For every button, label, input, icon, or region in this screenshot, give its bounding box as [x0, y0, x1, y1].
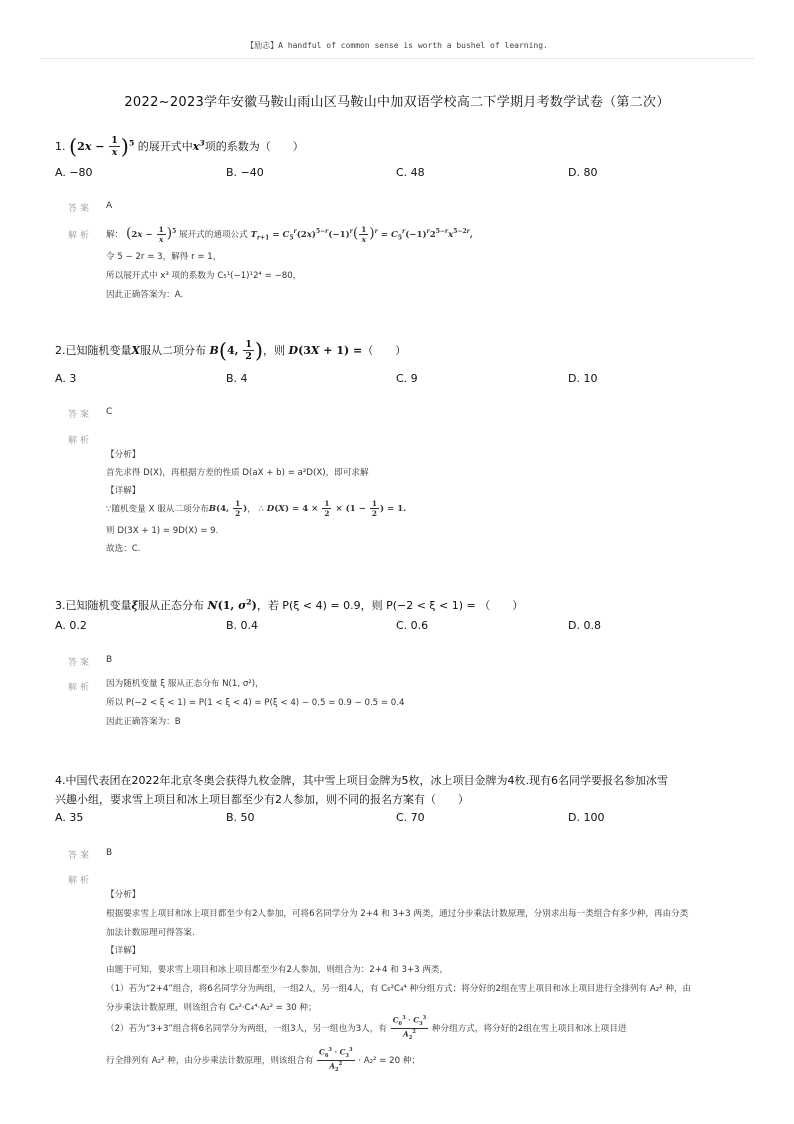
solution-line: 由题干可知，要求雪上项目和冰上项目都至少有2人参加，则组合为：2+4 和 3+3 两类，: [106, 965, 449, 975]
option-b[interactable]: B. 0.4: [226, 619, 259, 632]
math-expr: ξ: [131, 599, 139, 612]
math-expr: (2x − $\frac{1}{x}$ )$^5$: [69, 134, 135, 159]
solution-line: 所以 P(−2 < ξ < 1) = P(1 < ξ < 4) = P(ξ < 4) − 0.5 = 0.9 − 0.5 = 0.4: [106, 698, 405, 708]
solution-text: （2）若为“3+3”组合将6名同学分为两组，一组3人，另一组也为3人，有: [106, 1024, 387, 1034]
solution-text: ∴: [258, 504, 265, 515]
question-number: 1.: [55, 139, 66, 153]
answer-value: C: [106, 407, 113, 417]
question-3: [55, 597, 523, 613]
option-c[interactable]: C. 9: [396, 372, 418, 385]
math-expr: D(X) = 4 × $\frac{1}{2}$ × (1 − $\frac{1}{2}$ ) = 1.: [266, 499, 407, 519]
analysis-label: 解析: [68, 876, 93, 886]
solution-line: 【详解】: [106, 946, 141, 956]
option-a[interactable]: A. −80: [55, 166, 93, 179]
question-4: [55, 771, 677, 809]
answer-label: 答案: [68, 658, 93, 668]
page-title: 2022~2023学年安徽马鞍山雨山区马鞍山中加双语学校高二下学期月考数学试卷（第二次）: [124, 95, 670, 110]
question-text: （ ）: [362, 343, 407, 357]
question-text: 服从二项分布: [140, 343, 207, 357]
question-text: ，若 P(ξ < 4) = 0.9，则 P(−2 < ξ < 1) = （ ）: [256, 599, 524, 612]
solution-text: · A₂² = 20 种；: [358, 1056, 421, 1066]
solution-line: 因为随机变量 ξ 服从正态分布 N(1, σ²)，: [106, 679, 264, 689]
solution-text: 种分组方式，将分好的2组在雪上项目和冰上项目进: [431, 1024, 627, 1034]
question-text: ，则: [263, 343, 286, 357]
solution-line: 令 5 − 2r = 3，解得 r = 1，: [106, 252, 222, 262]
math-expr: $x^3$: [192, 138, 205, 153]
option-c[interactable]: C. 0.6: [396, 619, 429, 632]
answer-label: 答案: [68, 204, 93, 214]
option-b[interactable]: B. 4: [226, 372, 248, 385]
option-a[interactable]: A. 35: [55, 811, 84, 824]
solution-line: [106, 1016, 626, 1041]
question-1: [55, 136, 304, 158]
option-a[interactable]: A. 0.2: [55, 619, 87, 632]
solution-line: 首先求得 D(X)，再根据方差的性质 D(aX + b) = a²D(X)，即可求解: [106, 468, 369, 478]
math-expr: B(4, $\frac{1}{2}$ ): [209, 338, 264, 363]
solution-line: （1）若为“2+4”组合，将6名同学分为两组，一组2人，另一组4人，有 C₆²C₄⁴ 种分组方式；将分好的2组在雪上项目和冰上项目进行全排列有 A₂² 种，由分步乘法计数原理，则该组合有 C₆²·C₄⁴·A₂² = 30 种；: [106, 984, 692, 1013]
solution-line: [106, 1048, 420, 1073]
solution-line: 因此正确答案为：A.: [106, 290, 184, 300]
solution-line: 【分析】: [106, 890, 141, 900]
option-b[interactable]: B. −40: [226, 166, 264, 179]
option-a[interactable]: A. 3: [55, 372, 77, 385]
answer-value: A: [106, 201, 113, 211]
question-number: 3.: [55, 599, 66, 612]
option-c[interactable]: C. 48: [396, 166, 425, 179]
math-expr: (2x − $\frac{1}{x}$ )$^5$: [125, 224, 177, 244]
answer-label: 答案: [68, 410, 93, 420]
analysis-label: 解析: [68, 436, 93, 446]
question-text: 已知随机变量: [65, 343, 132, 357]
answer-value: B: [106, 848, 113, 858]
math-expr: D(3X + 1) =: [288, 343, 363, 357]
analysis-label: 解析: [68, 683, 93, 693]
solution-line: 【详解】: [106, 486, 141, 496]
option-d[interactable]: D. 0.8: [568, 619, 601, 632]
math-expr: $\frac{C_6^3 \cdot C_3^3}{A_2^2}$: [319, 1047, 353, 1073]
option-d[interactable]: D. 100: [568, 811, 605, 824]
solution-text: 行全排列有 A₂² 种，由分步乘法计数原理，则该组合有: [106, 1056, 314, 1066]
solution-line: 则 D(3X + 1) = 9D(X) = 9.: [106, 526, 219, 536]
option-d[interactable]: D. 10: [568, 372, 598, 385]
header-motto: 【励志】A handful of common sense is worth a bushel of learning.: [246, 41, 548, 50]
solution-line: 所以展开式中 x³ 项的系数为 C₅¹(−1)¹2⁴ = −80，: [106, 271, 302, 281]
math-expr: B(4, $\frac{1}{2}$ ): [208, 499, 248, 519]
math-expr: X: [131, 343, 141, 357]
option-c[interactable]: C. 70: [396, 811, 425, 824]
analysis-label: 解析: [68, 231, 93, 241]
question-text: 服从正态分布: [138, 599, 205, 612]
solution-line: ∵随机变量 X 服从二项分布B(4, $\frac{1}{2}$ )， ∴ D(X) = 4 × $\frac{1}{2}$ × (1 − $\frac{1}{2}$ ) = 1.: [106, 499, 407, 519]
option-b[interactable]: B. 50: [226, 811, 255, 824]
header-divider: [40, 58, 754, 59]
answer-label: 答案: [68, 851, 93, 861]
solution-text: 解：: [106, 229, 124, 240]
question-number: 4.: [55, 774, 66, 787]
answer-value: B: [106, 655, 113, 665]
solution-line: 根据要求雪上项目和冰上项目都至少有2人参加，可将6名同学分为 2+4 和 3+3 两类，通过分步乘法计数原理，分别求出每一类组合有多少种，再由分类加法计数原理可得答案.: [106, 909, 689, 938]
question-number: 2.: [55, 343, 66, 357]
math-expr: $\frac{C_6^3 \cdot C_3^3}{A_2^2}$: [392, 1015, 427, 1041]
math-expr: N(1, $\sigma^2$): [207, 597, 257, 612]
question-text: 项的系数为（ ）: [204, 139, 304, 153]
solution-text: ∵随机变量 X 服从二项分布: [106, 504, 209, 515]
question-text: 的展开式中: [137, 139, 193, 153]
question-text: 中国代表团在2022年北京冬奥会获得九枚金牌，其中雪上项目金牌为5枚，冰上项目金牌为4枚.现有6名同学要报名参加冰雪兴趣小组，要求雪上项目和冰上项目都至少有2人参加，则不同的报名方案有（ ）: [55, 774, 668, 806]
solution-line: 故选：C.: [106, 544, 141, 554]
solution-text: 展开式的通项公式: [178, 229, 248, 240]
math-expr: $T_{r+1} = C_5^r(2x)^{5-r}(-1)^r$( $\frac{1}{x}$ )$^r = C_5^r(-1)^r2^{5-r}x^{5-2r}$,: [250, 224, 473, 244]
option-d[interactable]: D. 80: [568, 166, 598, 179]
solution-line: [106, 222, 473, 248]
solution-line: 【分析】: [106, 450, 141, 460]
question-text: 已知随机变量: [65, 599, 132, 612]
solution-line: 因此正确答案为：B: [106, 717, 181, 727]
question-2: [55, 340, 406, 362]
